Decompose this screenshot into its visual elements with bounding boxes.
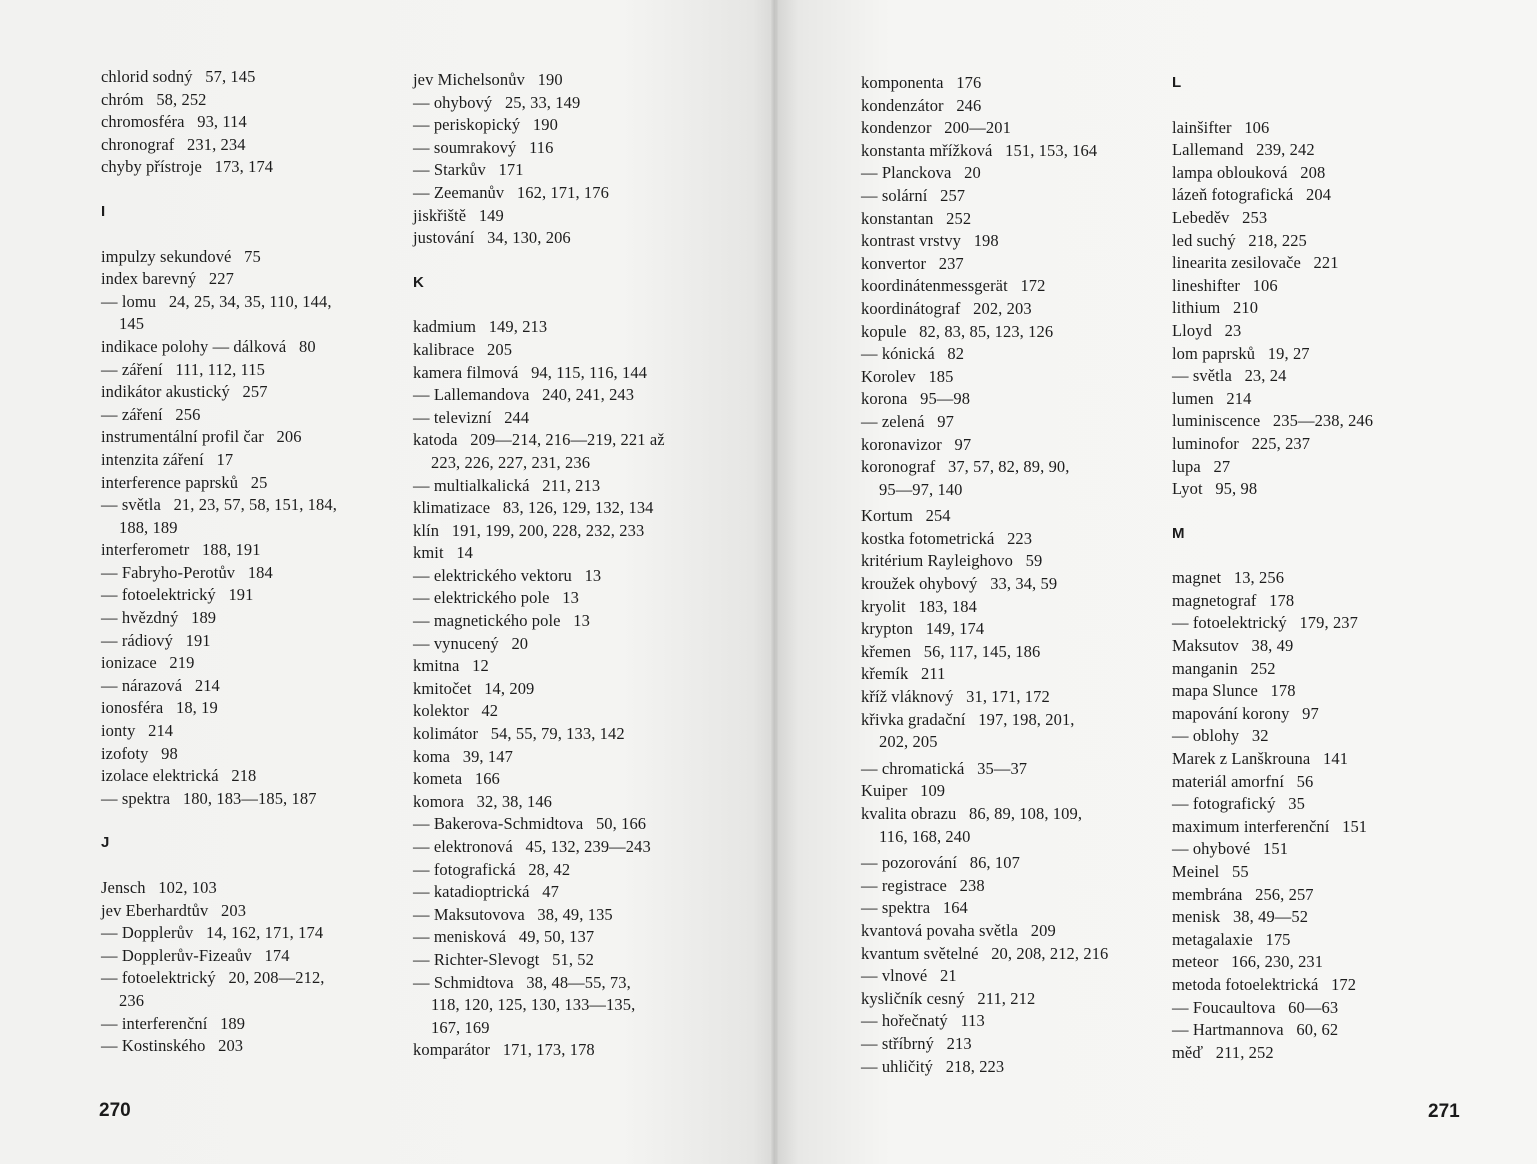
- index-entry: intenzita záření 17: [101, 449, 234, 469]
- index-entry: luminofor 225, 237: [1172, 433, 1311, 453]
- index-entry: klimatizace 83, 126, 129, 132, 134: [413, 498, 654, 518]
- index-column-2: [413, 69, 723, 1062]
- index-entry: koronavizor 97: [861, 434, 972, 454]
- index-entry: — Schmidtova 38, 48—55, 73,: [413, 972, 631, 992]
- index-entry: — fotografická 28, 42: [413, 859, 571, 879]
- index-entry: — spektra 180, 183—185, 187: [101, 788, 317, 808]
- index-entry: menisk 38, 49—52: [1172, 907, 1309, 927]
- index-entry: komponenta 176: [861, 73, 982, 92]
- index-entry: kolektor 42: [413, 701, 499, 721]
- index-entry: kometa 166: [413, 769, 500, 789]
- index-entry: — záření 256: [101, 404, 201, 424]
- index-entry: metagalaxie 175: [1172, 929, 1291, 949]
- index-entry: Kuiper 109: [861, 781, 946, 801]
- index-entry: — ohybové 151: [1172, 839, 1289, 859]
- index-entry: magnet 13, 256: [1172, 568, 1285, 588]
- index-entry: Korolev 185: [861, 366, 954, 386]
- index-entry: — Dopplerův-Fizeaův 174: [101, 945, 290, 965]
- index-entry: — Planckova 20: [861, 163, 981, 183]
- index-entry: kmit 14: [413, 543, 474, 563]
- index-entry: Meinel 55: [1172, 862, 1249, 881]
- section-letter: I: [101, 202, 106, 220]
- index-entry: — spektra 164: [861, 898, 968, 918]
- index-entry: katoda 209—214, 216—219, 221 až: [413, 430, 665, 450]
- index-entry: kamera filmová 94, 115, 116, 144: [413, 362, 648, 382]
- index-entry: koordinátograf 202, 203: [861, 298, 1032, 318]
- index-entry: metoda fotoelektrická 172: [1172, 974, 1357, 994]
- index-entry: — pozorování 86, 107: [861, 853, 1020, 873]
- index-entry: kontrast vrstvy 198: [861, 231, 999, 251]
- index-entry: kvalita obrazu 86, 89, 108, 109,: [861, 804, 1083, 823]
- index-entry: chyby přístroje 173, 174: [101, 157, 274, 177]
- index-entry: Marek z Lanškrouna 141: [1172, 749, 1349, 769]
- index-entry: kalibrace 205: [413, 339, 513, 359]
- index-entry: — ohybový 25, 33, 149: [413, 92, 581, 112]
- index-entry: Lyot 95, 98: [1172, 479, 1258, 499]
- index-entry: kříž vláknový 31, 171, 172: [861, 687, 1050, 707]
- index-entry: — oblohy 32: [1172, 726, 1269, 746]
- index-entry: Maksutov 38, 49: [1172, 636, 1294, 656]
- index-entry: — Maksutovova 38, 49, 135: [413, 904, 613, 924]
- index-entry: — magnetického pole 13: [413, 611, 590, 631]
- index-entry: koronograf 37, 57, 82, 89, 90,: [861, 457, 1070, 477]
- index-entry: — menisková 49, 50, 137: [413, 927, 595, 947]
- index-entry: — solární 257: [861, 185, 966, 205]
- index-entry: — kónická 82: [861, 344, 965, 364]
- index-entry: korona 95—98: [861, 389, 971, 409]
- index-entry: — registrace 238: [861, 875, 985, 895]
- index-entry: chlorid sodný 57, 145: [101, 67, 256, 86]
- index-entry: — elektrického pole 13: [413, 588, 579, 608]
- index-entry: luminiscence 235—238, 246: [1172, 411, 1374, 431]
- index-entry: — Bakerova-Schmidtova 50, 166: [413, 814, 647, 834]
- index-entry: měď 211, 252: [1172, 1042, 1274, 1062]
- index-entry: kvantum světelné 20, 208, 212, 216: [861, 943, 1109, 963]
- index-entry: meteor 166, 230, 231: [1172, 952, 1324, 972]
- index-entry: — světla 21, 23, 57, 58, 151, 184,: [101, 495, 337, 515]
- index-entry: index barevný 227: [101, 269, 234, 289]
- index-entry: komora 32, 38, 146: [413, 791, 553, 811]
- index-column-1: [101, 66, 401, 1058]
- index-entry: — interferenční 189: [101, 1013, 246, 1033]
- book-gutter: [771, 0, 778, 1164]
- index-entry: kadmium 149, 213: [413, 317, 548, 337]
- index-entry: křivka gradační 197, 198, 201,: [861, 709, 1075, 729]
- index-entry: mapa Slunce 178: [1172, 681, 1296, 701]
- index-entry: kolimátor 54, 55, 79, 133, 142: [413, 724, 625, 744]
- index-entry: konstantan 252: [861, 208, 972, 228]
- index-entry: izofoty 98: [101, 743, 178, 763]
- index-entry: — Lallemandova 240, 241, 243: [413, 385, 635, 405]
- index-entry: lampa oblouková 208: [1172, 162, 1326, 182]
- index-entry: materiál amorfní 56: [1172, 771, 1314, 791]
- index-entry: — záření 111, 112, 115: [101, 359, 265, 379]
- index-entry-continuation: 167, 169: [431, 1017, 490, 1037]
- index-entry: konstanta mřížková 151, 153, 164: [861, 140, 1098, 160]
- index-entry: kryolit 183, 184: [861, 596, 977, 616]
- index-entry-continuation: 223, 226, 227, 231, 236: [431, 452, 591, 472]
- index-entry: — hvězdný 189: [101, 608, 217, 628]
- index-entry: kroužek ohybový 33, 34, 59: [861, 574, 1058, 594]
- index-entry: manganin 252: [1172, 658, 1276, 678]
- index-entry: — Starkův 171: [413, 160, 524, 180]
- index-entry: — Hartmannova 60, 62: [1172, 1020, 1339, 1040]
- index-entry: — Dopplerův 14, 162, 171, 174: [101, 923, 324, 943]
- index-entry: koma 39, 147: [413, 746, 513, 766]
- index-entry: Jensch 102, 103: [101, 878, 217, 897]
- index-entry: kopule 82, 83, 85, 123, 126: [861, 321, 1054, 341]
- page-number-right: 271: [1428, 1101, 1460, 1122]
- index-entry: kmitočet 14, 209: [413, 678, 535, 698]
- index-entry: kondenzátor 246: [861, 95, 982, 115]
- index-entry: — vlnové 21: [861, 966, 957, 986]
- index-entry: indikátor akustický 257: [101, 382, 268, 402]
- index-entry: membrána 256, 257: [1172, 884, 1314, 904]
- index-entry: — Foucaultova 60—63: [1172, 997, 1339, 1017]
- index-entry: Lloyd 23: [1172, 320, 1242, 340]
- index-entry: — fotoelektrický 20, 208—212,: [101, 968, 325, 988]
- index-entry: — katadioptrická 47: [413, 882, 559, 902]
- index-entry: indikace polohy — dálková 80: [101, 336, 316, 356]
- index-entry: — lomu 24, 25, 34, 35, 110, 144,: [101, 291, 332, 311]
- index-entry: — televizní 244: [413, 407, 530, 427]
- index-entry: — zelená 97: [861, 411, 954, 431]
- index-entry: lainšifter 106: [1172, 117, 1270, 137]
- index-entry: kysličník cesný 211, 212: [861, 988, 1036, 1008]
- index-entry: chronograf 231, 234: [101, 134, 246, 154]
- index-column-4: [1172, 72, 1472, 1064]
- index-entry-continuation: 118, 120, 125, 130, 133—135,: [431, 995, 636, 1015]
- index-entry: chromosféra 93, 114: [101, 112, 247, 132]
- index-entry-continuation: 145: [119, 314, 145, 334]
- index-entry: kondenzor 200—201: [861, 118, 1011, 138]
- index-entry: — multialkalická 211, 213: [413, 475, 601, 495]
- index-entry: impulzy sekundové 75: [101, 246, 261, 266]
- index-entry-continuation: 202, 205: [879, 732, 938, 752]
- section-letter: J: [101, 834, 110, 852]
- page-number-left: 270: [99, 1100, 131, 1121]
- index-entry: — nárazová 214: [101, 675, 220, 695]
- index-entry: — fotoelektrický 191: [101, 585, 254, 605]
- index-entry: izolace elektrická 218: [101, 766, 257, 786]
- index-entry: komparátor 171, 173, 178: [413, 1040, 595, 1060]
- index-entry: Lallemand 239, 242: [1172, 140, 1315, 160]
- index-entry: mapování korony 97: [1172, 703, 1319, 723]
- index-entry: — fotoelektrický 179, 237: [1172, 613, 1358, 633]
- index-entry: — fotografický 35: [1172, 794, 1305, 814]
- index-entry: lineshifter 106: [1172, 275, 1278, 295]
- index-entry: koordinátenmessgerät 172: [861, 276, 1046, 296]
- index-entry: jiskřiště 149: [413, 205, 504, 225]
- index-entry: — periskopický 190: [413, 115, 558, 135]
- index-entry: Lebeděv 253: [1172, 207, 1268, 227]
- index-entry: magnetograf 178: [1172, 590, 1295, 610]
- index-entry: — chromatická 35—37: [861, 758, 1028, 778]
- index-entry: Kortum 254: [861, 506, 951, 526]
- index-column-3: [861, 72, 1161, 1078]
- index-entry: lumen 214: [1172, 388, 1252, 408]
- index-entry: led suchý 218, 225: [1172, 230, 1307, 250]
- index-entry: kostka fotometrická 223: [861, 528, 1033, 548]
- index-entry: — Kostinského 203: [101, 1036, 244, 1056]
- index-entry: — Zeemanův 162, 171, 176: [413, 182, 609, 202]
- index-entry-continuation: 95—97, 140: [879, 479, 963, 499]
- index-entry: kritérium Rayleighovo 59: [861, 551, 1043, 571]
- index-entry: — hořečnatý 113: [861, 1011, 985, 1031]
- index-entry: — soumrakový 116: [413, 137, 554, 157]
- index-entry: — Richter-Slevogt 51, 52: [413, 949, 594, 969]
- index-entry: — uhličitý 218, 223: [861, 1056, 1005, 1076]
- index-entry: ionizace 219: [101, 653, 195, 673]
- index-entry: interference paprsků 25: [101, 472, 268, 492]
- index-entry: justování 34, 130, 206: [413, 228, 571, 248]
- index-entry: — rádiový 191: [101, 630, 211, 650]
- index-entry: linearita zesilovače 221: [1172, 253, 1339, 273]
- section-letter: L: [1172, 74, 1182, 91]
- index-entry: ionosféra 18, 19: [101, 698, 218, 718]
- index-entry: interferometr 188, 191: [101, 540, 261, 560]
- index-entry: instrumentální profil čar 206: [101, 427, 302, 447]
- section-letter: M: [1172, 524, 1185, 542]
- index-entry: kvantová povaha světla 209: [861, 920, 1056, 940]
- index-entry: ionty 214: [101, 721, 174, 741]
- index-entry: jev Michelsonův 190: [413, 70, 563, 89]
- index-entry: — stříbrný 213: [861, 1033, 972, 1053]
- index-entry: — elektrického vektoru 13: [413, 565, 602, 585]
- index-entry: — Fabryho-Perotův 184: [101, 562, 273, 582]
- index-entry: kmitna 12: [413, 656, 489, 676]
- index-entry: jev Eberhardtův 203: [101, 900, 247, 920]
- index-entry: lom paprsků 19, 27: [1172, 343, 1310, 363]
- index-entry: maximum interferenční 151: [1172, 816, 1368, 836]
- index-entry: lázeň fotografická 204: [1172, 185, 1332, 205]
- index-entry-continuation: 116, 168, 240: [879, 826, 971, 846]
- index-entry: konvertor 237: [861, 253, 964, 273]
- index-entry-continuation: 236: [119, 990, 145, 1010]
- index-entry: chróm 58, 252: [101, 89, 207, 109]
- index-entry: — vynucený 20: [413, 633, 529, 653]
- index-entry: — světla 23, 24: [1172, 366, 1287, 386]
- index-entry: lithium 210: [1172, 298, 1259, 318]
- index-entry: — elektronová 45, 132, 239—243: [413, 837, 651, 856]
- index-entry: křemík 211: [861, 664, 946, 684]
- index-entry: křemen 56, 117, 145, 186: [861, 641, 1041, 661]
- section-letter: K: [413, 273, 424, 291]
- index-entry: krypton 149, 174: [861, 619, 985, 639]
- index-entry-continuation: 188, 189: [119, 517, 178, 537]
- index-entry: klín 191, 199, 200, 228, 232, 233: [413, 520, 645, 540]
- index-entry: lupa 27: [1172, 456, 1231, 476]
